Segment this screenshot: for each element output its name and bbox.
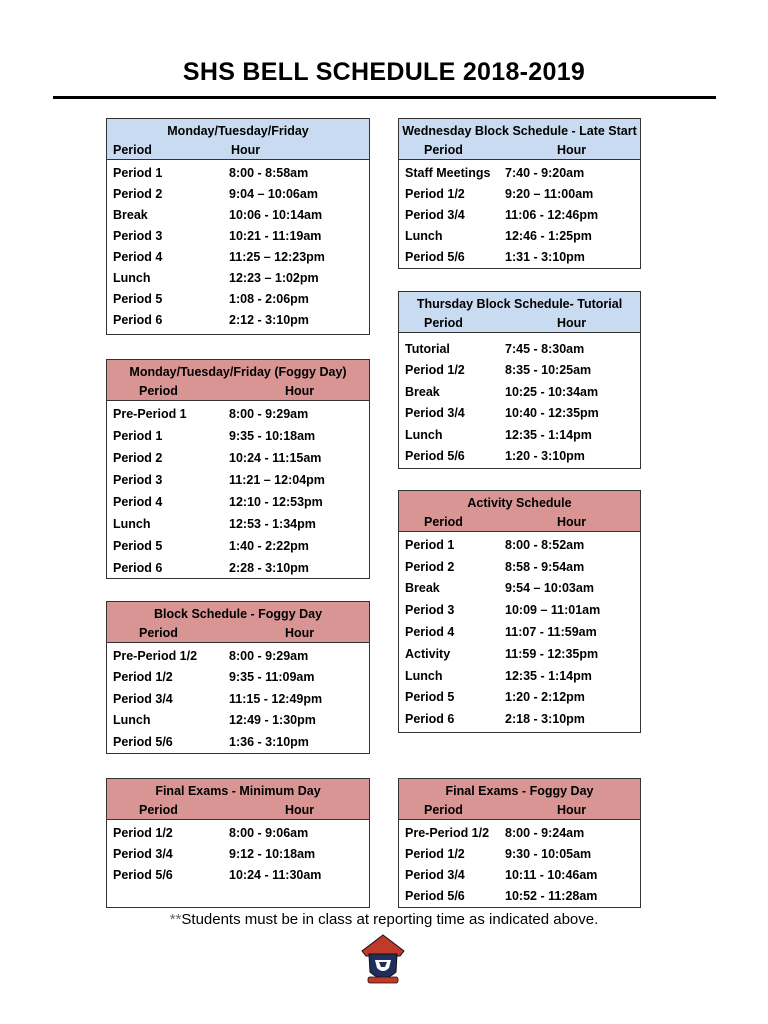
schedule-row bbox=[399, 446, 640, 468]
column-headers bbox=[399, 801, 640, 819]
schedule-title: Monday/Tuesday/Friday bbox=[167, 124, 309, 138]
column-hour: Hour bbox=[557, 316, 587, 330]
row-period: Period 2 bbox=[113, 186, 163, 201]
column-period: Period bbox=[139, 626, 178, 640]
row-hour: 12:23 – 1:02pm bbox=[229, 270, 319, 285]
column-headers bbox=[107, 624, 369, 642]
row-hour: 8:00 - 8:58am bbox=[229, 165, 309, 180]
row-hour: 1:08 - 2:06pm bbox=[229, 291, 309, 306]
row-period: Period 4 bbox=[405, 625, 455, 640]
schedule-final-foggy bbox=[398, 778, 641, 908]
schedule-row bbox=[399, 599, 640, 621]
column-hour: Hour bbox=[557, 803, 587, 817]
schedule-row bbox=[107, 246, 369, 267]
schedule-row bbox=[107, 513, 369, 535]
schedule-rows bbox=[107, 820, 369, 885]
row-period: Period 4 bbox=[113, 495, 163, 509]
schedule-row bbox=[399, 708, 640, 730]
schedule-title: Thursday Block Schedule- Tutorial bbox=[416, 297, 623, 311]
schedule-row bbox=[107, 403, 369, 425]
row-period: Period 5/6 bbox=[113, 867, 173, 882]
schedule-header bbox=[399, 491, 640, 532]
row-period: Lunch bbox=[405, 668, 443, 683]
column-headers bbox=[399, 314, 640, 332]
schedule-title: Final Exams - Foggy Day bbox=[445, 784, 594, 798]
column-hour: Hour bbox=[231, 143, 261, 157]
row-hour: 11:07 - 11:59am bbox=[505, 625, 597, 640]
row-hour: 11:59 - 12:35pm bbox=[505, 646, 599, 661]
row-period: Period 2 bbox=[113, 451, 163, 465]
column-hour: Hour bbox=[557, 515, 587, 529]
schedule-final-minimum bbox=[106, 778, 370, 908]
schedule-row bbox=[399, 338, 640, 360]
row-period: Period 6 bbox=[113, 561, 163, 575]
column-period: Period bbox=[139, 384, 178, 398]
schedule-title: Wednesday Block Schedule - Late Start bbox=[402, 124, 637, 138]
schedule-header bbox=[399, 119, 640, 160]
schedule-rows bbox=[399, 532, 640, 730]
column-period: Period bbox=[139, 803, 178, 817]
row-period: Pre-Period 1/2 bbox=[405, 825, 490, 840]
row-period: Period 5/6 bbox=[405, 249, 465, 264]
schedule-row bbox=[399, 643, 640, 665]
schedule-row bbox=[399, 822, 640, 843]
column-hour: Hour bbox=[285, 384, 315, 398]
title-rule bbox=[53, 96, 716, 99]
row-hour: 2:28 - 3:10pm bbox=[229, 561, 309, 575]
schedule-rows bbox=[107, 160, 369, 330]
schedule-rows bbox=[107, 643, 369, 753]
row-period: Period 1 bbox=[405, 537, 455, 552]
schedule-wednesday bbox=[398, 118, 641, 269]
schedule-block-foggy bbox=[106, 601, 370, 754]
schedule-row bbox=[107, 288, 369, 309]
row-period: Lunch bbox=[113, 713, 151, 728]
schedule-row bbox=[399, 864, 640, 885]
column-period: Period bbox=[424, 143, 463, 157]
row-period: Period 3/4 bbox=[405, 406, 465, 421]
schedule-row bbox=[107, 491, 369, 513]
schedule-row bbox=[399, 885, 640, 906]
row-period: Period 5/6 bbox=[405, 888, 465, 903]
row-period: Period 2 bbox=[405, 559, 455, 574]
schedule-title: Block Schedule - Foggy Day bbox=[153, 607, 323, 621]
row-hour: 1:36 - 3:10pm bbox=[229, 734, 309, 749]
row-period: Period 5 bbox=[113, 539, 163, 553]
column-period: Period bbox=[424, 803, 463, 817]
schedule-row bbox=[107, 731, 369, 753]
row-hour: 1:20 - 3:10pm bbox=[505, 449, 585, 464]
row-period: Period 3 bbox=[113, 473, 163, 487]
schedule-row bbox=[107, 183, 369, 204]
row-period: Period 3 bbox=[405, 603, 455, 618]
row-hour: 8:00 - 9:06am bbox=[229, 825, 309, 840]
schedule-row bbox=[107, 843, 369, 864]
row-hour: 10:24 - 11:30am bbox=[229, 867, 322, 882]
row-hour: 10:11 - 10:46am bbox=[505, 867, 598, 882]
school-crest-logo bbox=[360, 934, 406, 988]
schedule-row bbox=[107, 447, 369, 469]
schedule-row bbox=[107, 309, 369, 330]
schedule-header bbox=[107, 779, 369, 820]
schedule-row bbox=[399, 225, 640, 246]
schedule-row bbox=[399, 534, 640, 556]
schedule-row bbox=[399, 246, 640, 267]
row-period: Period 5/6 bbox=[405, 449, 465, 464]
row-hour: 12:46 - 1:25pm bbox=[505, 228, 592, 243]
row-period: Period 6 bbox=[405, 712, 455, 727]
footnote-stars: ** bbox=[169, 911, 182, 928]
schedule-rows bbox=[399, 160, 640, 267]
schedule-header bbox=[107, 119, 369, 160]
row-hour: 2:18 - 3:10pm bbox=[505, 712, 585, 727]
row-period: Tutorial bbox=[405, 341, 450, 356]
schedule-title: Monday/Tuesday/Friday (Foggy Day) bbox=[129, 365, 347, 379]
schedule-rows bbox=[399, 820, 640, 906]
schedule-activity bbox=[398, 490, 641, 733]
row-period: Period 3/4 bbox=[405, 207, 465, 222]
row-period: Lunch bbox=[113, 270, 151, 285]
row-hour: 10:06 - 10:14am bbox=[229, 207, 323, 222]
schedule-row bbox=[399, 360, 640, 382]
schedule-header bbox=[399, 292, 640, 333]
row-hour: 12:35 - 1:14pm bbox=[505, 668, 592, 683]
row-hour: 9:54 – 10:03am bbox=[505, 581, 594, 596]
schedule-row bbox=[107, 535, 369, 557]
footnote-text: Students must be in class at reporting time as indicated above. bbox=[181, 911, 599, 928]
row-hour: 10:24 - 11:15am bbox=[229, 451, 322, 465]
schedule-row bbox=[107, 162, 369, 183]
column-headers bbox=[107, 382, 369, 400]
row-hour: 7:45 - 8:30am bbox=[505, 341, 585, 356]
row-period: Break bbox=[405, 581, 440, 596]
row-period: Pre-Period 1 bbox=[113, 407, 187, 421]
row-hour: 12:49 - 1:30pm bbox=[229, 713, 316, 728]
schedule-row bbox=[399, 843, 640, 864]
row-period: Staff Meetings bbox=[405, 165, 491, 180]
row-period: Period 1/2 bbox=[113, 670, 173, 685]
row-hour: 8:00 - 9:29am bbox=[229, 648, 309, 663]
row-hour: 9:04 – 10:06am bbox=[229, 186, 318, 201]
schedule-row bbox=[107, 469, 369, 491]
row-hour: 7:40 - 9:20am bbox=[505, 165, 585, 180]
schedule-row bbox=[107, 822, 369, 843]
row-hour: 8:00 - 9:24am bbox=[505, 825, 585, 840]
column-period: Period bbox=[424, 316, 463, 330]
schedule-row bbox=[399, 183, 640, 204]
column-hour: Hour bbox=[557, 143, 587, 157]
schedule-row bbox=[107, 645, 369, 667]
row-period: Pre-Period 1/2 bbox=[113, 648, 198, 663]
schedule-mtf-foggy bbox=[106, 359, 370, 579]
row-hour: 11:06 - 12:46pm bbox=[505, 207, 599, 222]
schedule-row bbox=[399, 556, 640, 578]
schedule-row bbox=[107, 667, 369, 689]
schedule-title: Final Exams - Minimum Day bbox=[155, 784, 321, 798]
row-period: Period 1/2 bbox=[113, 825, 173, 840]
row-period: Break bbox=[405, 384, 440, 399]
schedule-row bbox=[107, 688, 369, 710]
row-period: Period 1/2 bbox=[405, 186, 465, 201]
schedule-row bbox=[399, 403, 640, 425]
row-hour: 9:30 - 10:05am bbox=[505, 846, 592, 861]
row-hour: 12:35 - 1:14pm bbox=[505, 427, 592, 442]
row-period: Period 1/2 bbox=[405, 363, 465, 378]
row-period: Lunch bbox=[405, 228, 443, 243]
row-hour: 9:12 - 10:18am bbox=[229, 846, 316, 861]
row-hour: 10:21 - 11:19am bbox=[229, 228, 322, 243]
schedule-row bbox=[399, 424, 640, 446]
schedule-title: Activity Schedule bbox=[467, 496, 572, 510]
row-period: Break bbox=[113, 207, 148, 222]
row-period: Period 5 bbox=[405, 690, 455, 705]
schedule-row bbox=[399, 687, 640, 709]
row-period: Period 3 bbox=[113, 228, 163, 243]
row-hour: 8:35 - 10:25am bbox=[505, 363, 592, 378]
row-period: Period 1/2 bbox=[405, 846, 465, 861]
footnote bbox=[0, 911, 768, 928]
row-hour: 1:20 - 2:12pm bbox=[505, 690, 585, 705]
row-hour: 9:35 - 11:09am bbox=[229, 670, 315, 685]
row-period: Period 6 bbox=[113, 312, 163, 327]
row-hour: 8:00 - 9:29am bbox=[229, 407, 309, 421]
schedule-header bbox=[399, 779, 640, 820]
row-hour: 8:00 - 8:52am bbox=[505, 537, 585, 552]
row-period: Period 1 bbox=[113, 429, 163, 443]
schedule-row bbox=[107, 204, 369, 225]
schedule-row bbox=[107, 864, 369, 885]
schedule-mtf bbox=[106, 118, 370, 335]
row-hour: 10:40 - 12:35pm bbox=[505, 406, 599, 421]
column-headers bbox=[107, 141, 369, 159]
row-hour: 12:10 - 12:53pm bbox=[229, 495, 323, 509]
schedule-header bbox=[107, 360, 369, 401]
schedule-header bbox=[107, 602, 369, 643]
schedule-row bbox=[399, 381, 640, 403]
column-headers bbox=[399, 513, 640, 531]
schedule-row bbox=[399, 621, 640, 643]
row-period: Period 3/4 bbox=[405, 867, 465, 882]
row-period: Period 1 bbox=[113, 165, 163, 180]
row-hour: 1:31 - 3:10pm bbox=[505, 249, 585, 264]
column-hour: Hour bbox=[285, 626, 315, 640]
schedule-row bbox=[399, 204, 640, 225]
schedule-row bbox=[107, 225, 369, 246]
row-hour: 1:40 - 2:22pm bbox=[229, 539, 309, 553]
row-period: Period 3/4 bbox=[113, 691, 173, 706]
row-hour: 9:35 - 10:18am bbox=[229, 429, 316, 443]
row-hour: 10:25 - 10:34am bbox=[505, 384, 599, 399]
row-period: Period 5/6 bbox=[113, 734, 173, 749]
row-hour: 8:58 - 9:54am bbox=[505, 559, 585, 574]
row-hour: 10:09 – 11:01am bbox=[505, 603, 601, 618]
row-hour: 11:21 – 12:04pm bbox=[229, 473, 325, 487]
schedule-row bbox=[107, 267, 369, 288]
row-period: Activity bbox=[405, 646, 451, 661]
row-period: Period 4 bbox=[113, 249, 163, 264]
row-period: Period 3/4 bbox=[113, 846, 173, 861]
schedule-rows bbox=[399, 333, 640, 467]
column-hour: Hour bbox=[285, 803, 315, 817]
column-period: Period bbox=[424, 515, 463, 529]
schedule-row bbox=[399, 162, 640, 183]
row-hour: 9:20 – 11:00am bbox=[505, 186, 594, 201]
schedule-row bbox=[107, 557, 369, 579]
row-hour: 11:25 – 12:23pm bbox=[229, 249, 325, 264]
schedule-row bbox=[399, 665, 640, 687]
row-period: Period 5 bbox=[113, 291, 163, 306]
row-hour: 12:53 - 1:34pm bbox=[229, 517, 316, 531]
schedule-row bbox=[107, 425, 369, 447]
schedule-row bbox=[399, 578, 640, 600]
schedule-rows bbox=[107, 401, 369, 579]
column-headers bbox=[399, 141, 640, 159]
row-hour: 10:52 - 11:28am bbox=[505, 888, 598, 903]
row-hour: 11:15 - 12:49pm bbox=[229, 691, 323, 706]
page-title: SHS BELL SCHEDULE 2018-2019 bbox=[182, 58, 586, 86]
row-period: Lunch bbox=[405, 427, 443, 442]
schedule-row bbox=[107, 710, 369, 732]
column-headers bbox=[107, 801, 369, 819]
schedule-thursday bbox=[398, 291, 641, 469]
row-period: Lunch bbox=[113, 517, 151, 531]
column-period: Period bbox=[113, 143, 152, 157]
row-hour: 2:12 - 3:10pm bbox=[229, 312, 309, 327]
